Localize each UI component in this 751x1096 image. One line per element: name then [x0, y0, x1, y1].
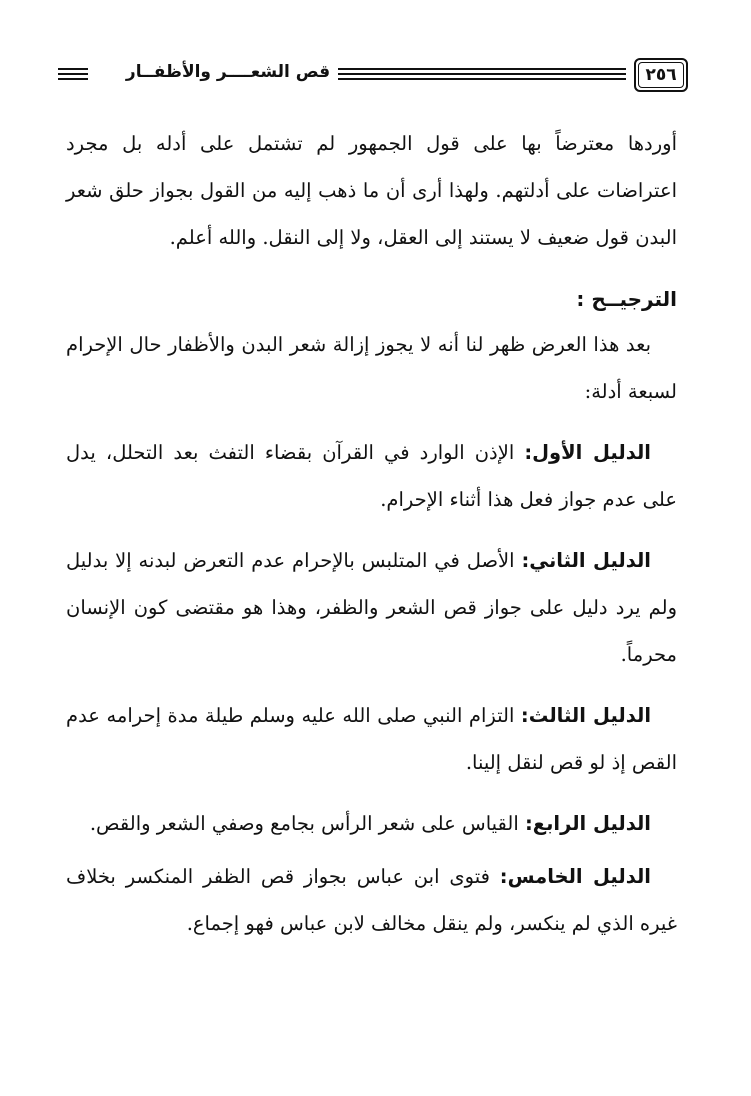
header-rule: [338, 68, 626, 80]
page-number: [634, 58, 688, 92]
header-rule-short: [58, 68, 88, 80]
evidence-paragraph: [66, 429, 677, 523]
page-header: [58, 58, 688, 98]
paragraph: أوردها معترضاً بها على قول الجمهور لم تشتمل على أدله بل مجرد اعتراضات على أدلتهم. ولهذا أرى أن ما ذهب إليه من القول بجواز حلق شعر البدن قول ضعيف لا يستند إلى العقل، ولا إلى النقل. والله أعلم.: [66, 132, 677, 249]
evidence-term: الدليل الرابع:: [524, 812, 651, 835]
page-number-text: ٢٥٦: [645, 65, 677, 85]
evidence-text: الإذن الوارد في القرآن بقضاء التفث بعد التحلل، يدل على عدم جواز فعل هذا أثناء الإحرام.: [66, 441, 677, 511]
evidence-text: الأصل في المتلبس بالإحرام عدم التعرض لبدنه إلا بدليل ولم يرد دليل على جواز قص الشعر والظفر، وهذا هو مقتضى كون الإنسان محرماً.: [66, 549, 677, 666]
evidence-term: الدليل الثالث:: [520, 704, 652, 727]
page-body: [66, 120, 677, 947]
evidence-paragraph: [66, 853, 677, 947]
evidence-text: التزام النبي صلى الله عليه وسلم طيلة مدة إحرامه عدم القص إذ لو قص لنقل إلينا.: [66, 704, 677, 774]
evidence-paragraph: [66, 537, 677, 678]
intro-paragraph: بعد هذا العرض ظهر لنا أنه لا يجوز إزالة شعر البدن والأظفار حال الإحرام لسبعة أدلة:: [66, 333, 677, 403]
evidence-text: القياس على شعر الرأس بجامع وصفي الشعر والقص.: [89, 812, 525, 835]
evidence-term: الدليل الأول:: [524, 441, 651, 464]
evidence-term: الدليل الثاني:: [521, 549, 651, 572]
evidence-paragraph: [66, 800, 677, 847]
evidence-term: الدليل الخامس:: [499, 865, 651, 888]
evidence-paragraph: [66, 692, 677, 786]
section-heading: الترجيــح :: [576, 287, 677, 311]
evidence-text: فتوى ابن عباس بجواز قص الظفر المنكسر بخلاف غيره الذي لم ينكسر، ولم ينقل مخالف لابن عباس فهو إجماع.: [66, 865, 677, 935]
running-title: قص الشعــــر والأظفــار: [125, 62, 331, 82]
